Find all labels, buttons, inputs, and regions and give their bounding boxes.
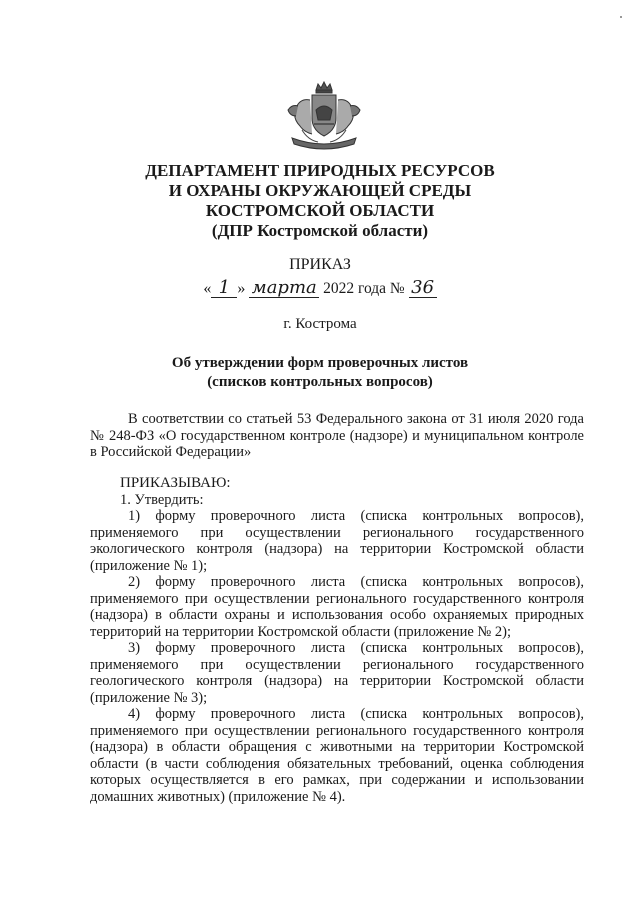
organization-title [0, 161, 640, 241]
org-line-2: И ОХРАНЫ ОКРУЖАЮЩЕЙ СРЕДЫ [168, 181, 472, 200]
list-item: 2) форму проверочного листа (списка контрольных вопросов), применяемого при осуществлении регионального государственного контроля (надзора) в области охраны и использования особо охраняемых природных территорий на территории Костромской области (приложение № 2); [90, 574, 584, 640]
order-subject [0, 354, 640, 392]
order-month: марта [249, 279, 319, 298]
order-number: 36 [409, 279, 437, 298]
order-year-label: 2022 года № [323, 280, 405, 297]
list-item: 1) форму проверочного листа (списка контрольных вопросов), применяемого при осуществлении регионального государственного экологического контроля (надзора) на территории Костромской области (приложение № 1); [90, 508, 584, 574]
subject-line-2: (списков контрольных вопросов) [207, 374, 433, 390]
clause-1: 1. Утвердить: [120, 491, 204, 508]
order-heading: ПРИКАЗ [289, 256, 351, 273]
org-short-name: (ДПР Костромской области) [211, 221, 429, 240]
org-line-1: ДЕПАРТАМЕНТ ПРИРОДНЫХ РЕСУРСОВ [145, 161, 495, 180]
list-item: 3) форму проверочного листа (списка контрольных вопросов), применяемого при осуществлении регионального государственного геологического контроля (надзора) на территории Костромской области (приложение № 3); [90, 640, 584, 706]
list-item: 4) форму проверочного листа (списка контрольных вопросов), применяемого при осуществлении регионального государственного контроля (надзора) в области обращения с животными на территории Костромской области (в части соблюдения обязательных требований, оценка соблюдения которых осуществляется в его рамках, при содержании и использовании домашних животных) (приложение № 4). [90, 706, 584, 805]
coat-of-arms-emblem [278, 80, 370, 152]
order-clauses [90, 475, 584, 805]
decree-label: ПРИКАЗЫВАЮ: [120, 475, 231, 491]
order-day: 1 [211, 279, 237, 298]
order-date-number [0, 279, 640, 298]
subject-line-1: Об утверждении форм проверочных листов [171, 355, 469, 371]
preamble [90, 411, 584, 461]
preamble-text: В соответствии со статьей 53 Федерального закона от 31 июля 2020 года № 248-ФЗ «О государственном контроле (надзоре) и муниципальном контроле в Российской Федерации» [90, 411, 584, 460]
org-line-3: КОСТРОМСКОЙ ОБЛАСТИ [205, 201, 435, 220]
quote-open: « [203, 280, 212, 297]
scan-speck [620, 16, 622, 18]
order-city: г. Кострома [283, 316, 357, 332]
quote-close: » [237, 280, 246, 297]
